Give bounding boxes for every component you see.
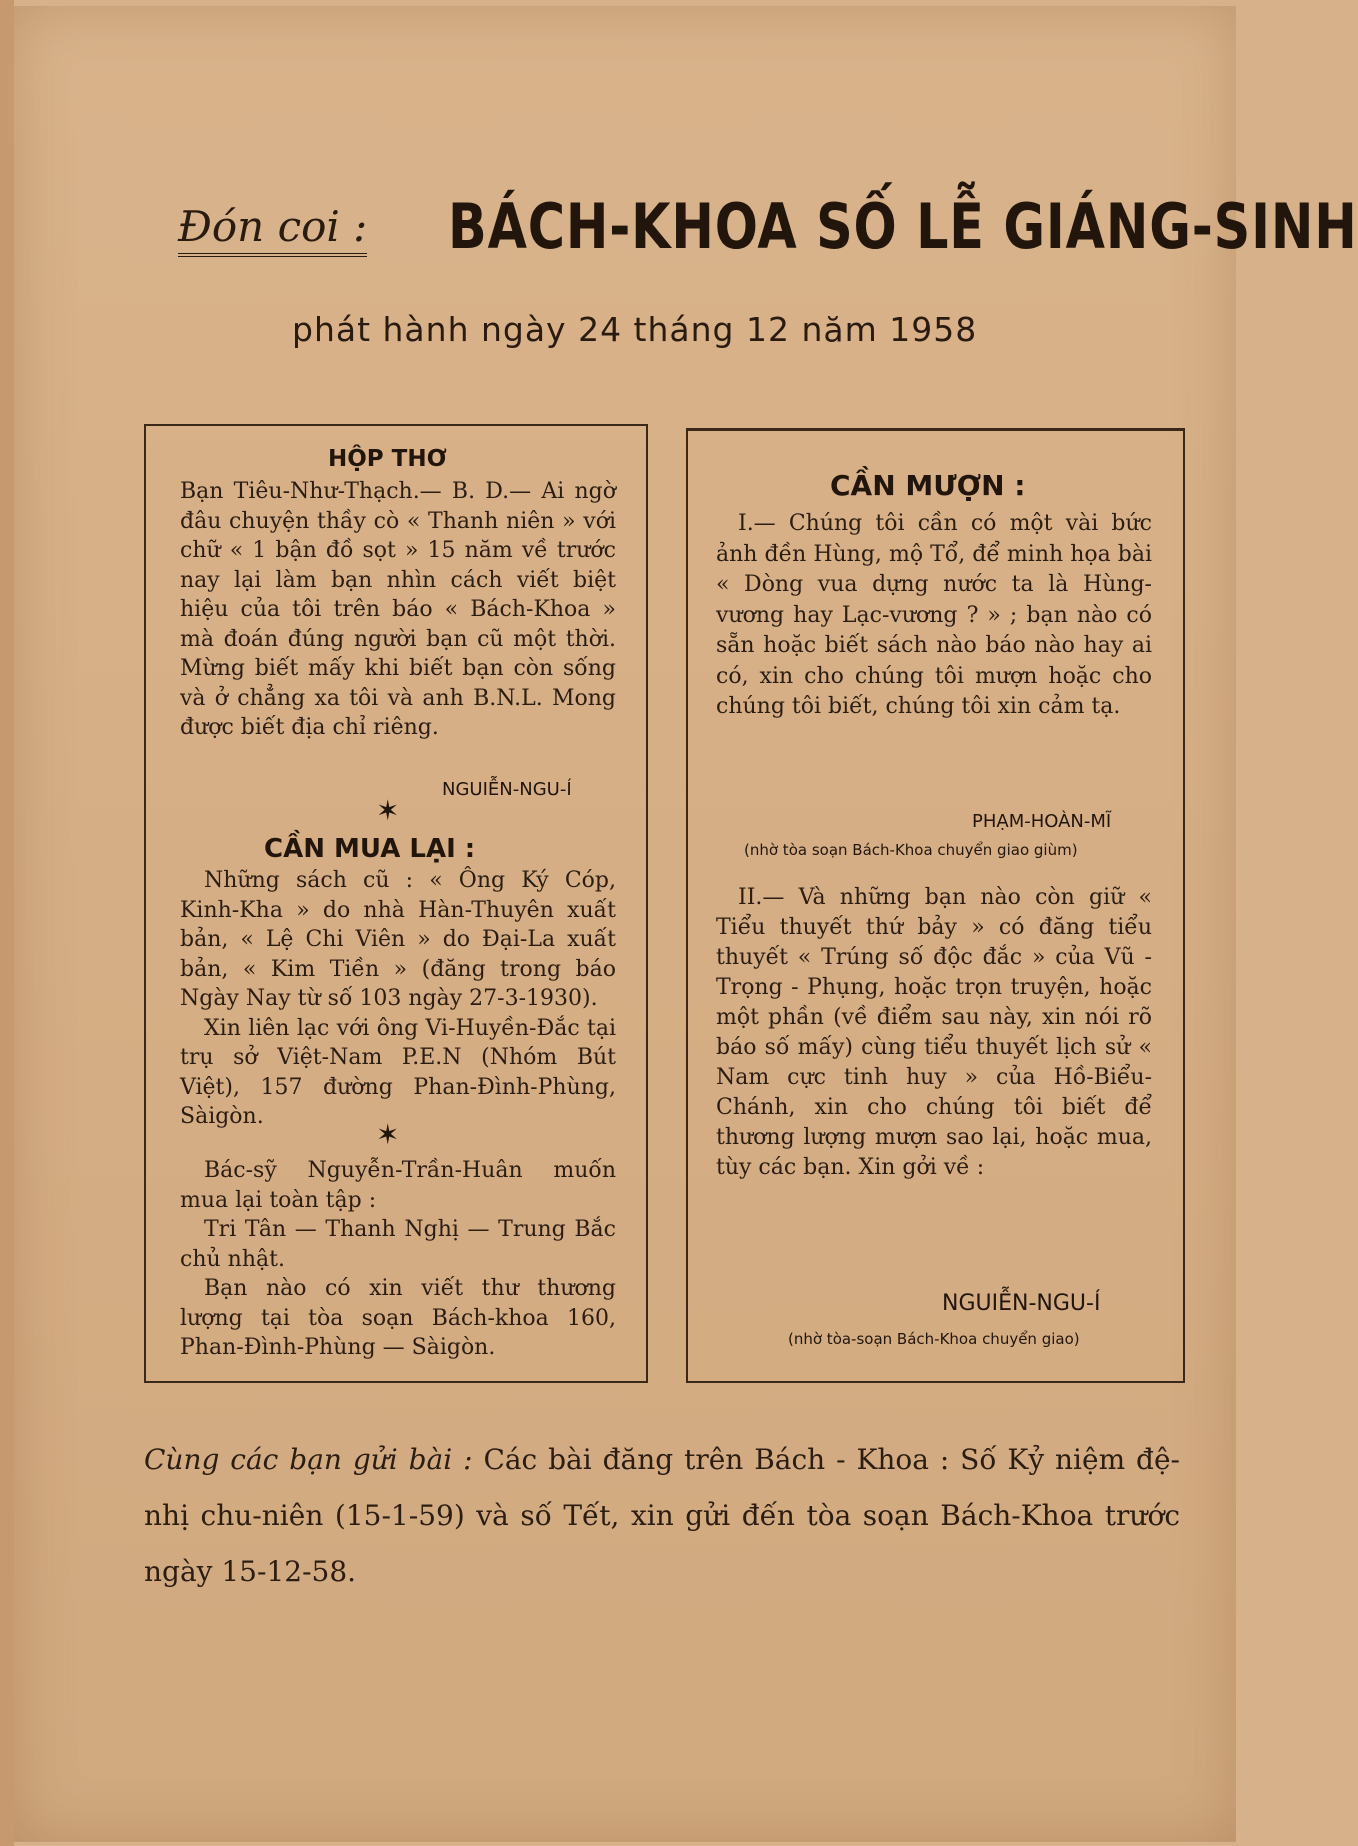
right-column-box [686,428,1185,1383]
can-muon-heading: CẦN MƯỢN : [830,469,1026,502]
release-date: phát hành ngày 24 tháng 12 năm 1958 [292,310,978,349]
header-title: BÁCH-KHOA SỐ LỄ GIÁNG-SINH [448,190,1358,263]
signature-note-2: (nhờ tòa-soạn Bách-Khoa chuyển giao) [788,1330,1080,1348]
header-kicker: Đón coi : [178,202,367,257]
signature-pham-hoan-mi: PHẠM-HOÀN-MĨ [972,811,1112,832]
can-muon-part1-text: I.— Chúng tôi cần có một vài bức ảnh đền Hùng, mộ Tổ, để minh họa bài « Dòng vua dựng nước ta là Hùng-vương hay Lạc-vương ? » ; bạn nào có sẵn hoặc biết sách nào báo nào hay ai có, xin cho chúng tôi mượn hoặc cho chúng tôi biết, chúng tôi xin cảm tạ. [716,511,1152,719]
ornament-star: ✶ [376,1118,400,1151]
left-column-box [144,424,648,1383]
ornament-star: ✶ [376,794,400,827]
can-mua-lai-body [180,866,616,1132]
submission-lead: Cùng các bạn gửi bài : [144,1443,473,1476]
hop-tho-body [180,477,616,743]
signature-note-1: (nhờ tòa soạn Bách-Khoa chuyển giao giùm) [744,841,1078,859]
can-muon-part2-text: II.— Và những bạn nào còn giữ « Tiểu thuyết thứ bảy » có đăng tiểu thuyết « Trúng số độc đắc » của Vũ - Trọng - Phụng, hoặc trọn truyện, hoặc một phần (về điểm sau này, xin nói rõ báo số mấy) cùng tiểu thuyết lịch sử « Nam cực tinh huy » của Hồ-Biểu-Chánh, xin cho chúng tôi biết để thương lượng mượn sao lại, hoặc mua, tùy các bạn. Xin gởi về : [716,885,1152,1180]
can-muon-part2 [716,883,1152,1183]
can-mua-lai-heading: CẦN MUA LẠI : [264,834,476,864]
can-mua-lai-p4: Tri Tân — Thanh Nghị — Trung Bắc chủ nhật. [180,1217,616,1272]
hop-tho-heading: HỘP THƠ [328,446,447,472]
can-mua-lai-p1: Những sách cũ : « Ông Ký Cóp, Kinh-Kha » do nhà Hàn-Thuyên xuất bản, « Lệ Chi Viên » do Đại-La xuất bản, « Kim Tiền » (đăng trong báo Ngày Nay từ số 103 ngày 27-3-1930). [180,868,616,1011]
submission-text: Các bài đăng trên Bách - Khoa : Số Kỷ niệm đệ-nhị chu-niên (15-1-59) và số Tết, xin gửi đến tòa soạn Bách-Khoa trước ngày 15-12-58. [144,1443,1180,1588]
submission-notice [144,1432,1180,1600]
can-muon-part1 [716,509,1152,723]
hop-tho-signature: NGUIỄN-NGU-Í [442,779,572,800]
page-edge [0,0,14,1846]
can-mua-lai-p2: Xin liên lạc với ông Vi-Huyền-Đắc tại trụ sở Việt-Nam P.E.N (Nhóm Bút Việt), 157 đường Phan-Đình-Phùng, Sàigòn. [180,1015,616,1129]
can-mua-lai-p3: Bác-sỹ Nguyễn-Trần-Huân muốn mua lại toàn tập : [180,1158,616,1213]
hop-tho-text: Bạn Tiêu-Như-Thạch.— B. D.— Ai ngờ đâu chuyện thầy cò « Thanh niên » với chữ « 1 bận đồ sọt » 15 năm về trước nay lại làm bạn nhìn cách viết biệt hiệu của tôi trên báo « Bách-Khoa » mà đoán đúng người bạn cũ một thời. Mừng biết mấy khi biết bạn còn sống và ở chẳng xa tôi và anh B.N.L. Mong được biết địa chỉ riêng. [180,479,616,740]
signature-nguien-ngu-i: NGUIỄN-NGU-Í [942,1291,1101,1316]
can-mua-lai-p5: Bạn nào có xin viết thư thương lượng tại tòa soạn Bách-khoa 160, Phan-Đình-Phùng — Sàigòn. [180,1276,616,1360]
can-mua-lai-body-2 [180,1156,616,1363]
announcement-header [178,190,1358,270]
